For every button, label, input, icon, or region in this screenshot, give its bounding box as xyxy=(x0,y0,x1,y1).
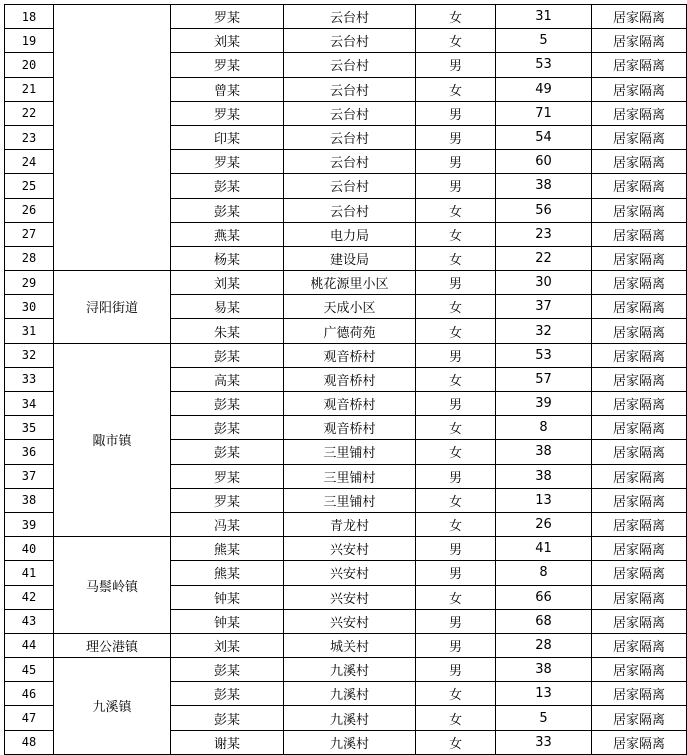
age: 31 xyxy=(496,5,592,29)
row-number: 24 xyxy=(5,150,54,174)
gender: 女 xyxy=(416,77,496,101)
gender: 女 xyxy=(416,246,496,270)
isolation-status: 居家隔离 xyxy=(592,77,687,101)
person-name: 彭某 xyxy=(171,392,284,416)
person-name: 彭某 xyxy=(171,198,284,222)
region-cell: 浔阳街道 xyxy=(54,271,171,344)
row-number: 42 xyxy=(5,585,54,609)
gender: 男 xyxy=(416,392,496,416)
age: 39 xyxy=(496,392,592,416)
person-name: 曾某 xyxy=(171,77,284,101)
gender: 女 xyxy=(416,440,496,464)
residence: 观音桥村 xyxy=(284,416,416,440)
person-name: 印某 xyxy=(171,125,284,149)
age: 54 xyxy=(496,125,592,149)
person-name: 罗某 xyxy=(171,53,284,77)
residence: 青龙村 xyxy=(284,512,416,536)
gender: 男 xyxy=(416,101,496,125)
row-number: 45 xyxy=(5,658,54,682)
residence: 云台村 xyxy=(284,198,416,222)
gender: 女 xyxy=(416,222,496,246)
row-number: 30 xyxy=(5,295,54,319)
row-number: 35 xyxy=(5,416,54,440)
age: 13 xyxy=(496,682,592,706)
isolation-status: 居家隔离 xyxy=(592,682,687,706)
row-number: 33 xyxy=(5,367,54,391)
row-number: 37 xyxy=(5,464,54,488)
gender: 男 xyxy=(416,150,496,174)
residence: 云台村 xyxy=(284,29,416,53)
isolation-status: 居家隔离 xyxy=(592,609,687,633)
row-number: 48 xyxy=(5,730,54,754)
isolation-status: 居家隔离 xyxy=(592,440,687,464)
isolation-status: 居家隔离 xyxy=(592,271,687,295)
gender: 女 xyxy=(416,416,496,440)
residence: 三里铺村 xyxy=(284,488,416,512)
row-number: 19 xyxy=(5,29,54,53)
row-number: 46 xyxy=(5,682,54,706)
gender: 女 xyxy=(416,5,496,29)
residence: 九溪村 xyxy=(284,730,416,754)
isolation-status: 居家隔离 xyxy=(592,706,687,730)
roster-body xyxy=(5,5,687,755)
age: 53 xyxy=(496,343,592,367)
residence: 观音桥村 xyxy=(284,392,416,416)
row-number: 43 xyxy=(5,609,54,633)
gender: 男 xyxy=(416,633,496,657)
isolation-status: 居家隔离 xyxy=(592,101,687,125)
gender: 男 xyxy=(416,125,496,149)
person-name: 熊某 xyxy=(171,537,284,561)
person-name: 彭某 xyxy=(171,416,284,440)
isolation-status: 居家隔离 xyxy=(592,633,687,657)
isolation-status: 居家隔离 xyxy=(592,174,687,198)
residence: 天成小区 xyxy=(284,295,416,319)
row-number: 39 xyxy=(5,512,54,536)
age: 49 xyxy=(496,77,592,101)
age: 23 xyxy=(496,222,592,246)
row-number: 25 xyxy=(5,174,54,198)
table-row xyxy=(5,658,687,682)
isolation-status: 居家隔离 xyxy=(592,29,687,53)
gender: 女 xyxy=(416,29,496,53)
region-cell: 陬市镇 xyxy=(54,343,171,537)
age: 30 xyxy=(496,271,592,295)
gender: 男 xyxy=(416,174,496,198)
age: 5 xyxy=(496,29,592,53)
person-name: 彭某 xyxy=(171,706,284,730)
residence: 九溪村 xyxy=(284,706,416,730)
isolation-status: 居家隔离 xyxy=(592,392,687,416)
residence: 云台村 xyxy=(284,101,416,125)
person-name: 彭某 xyxy=(171,658,284,682)
residence: 兴安村 xyxy=(284,561,416,585)
isolation-status: 居家隔离 xyxy=(592,198,687,222)
residence: 云台村 xyxy=(284,77,416,101)
row-number: 27 xyxy=(5,222,54,246)
gender: 女 xyxy=(416,585,496,609)
isolation-status: 居家隔离 xyxy=(592,53,687,77)
gender: 男 xyxy=(416,537,496,561)
age: 57 xyxy=(496,367,592,391)
age: 41 xyxy=(496,537,592,561)
person-name: 刘某 xyxy=(171,633,284,657)
person-name: 冯某 xyxy=(171,512,284,536)
isolation-status: 居家隔离 xyxy=(592,343,687,367)
age: 32 xyxy=(496,319,592,343)
residence: 三里铺村 xyxy=(284,464,416,488)
age: 38 xyxy=(496,464,592,488)
isolation-status: 居家隔离 xyxy=(592,464,687,488)
age: 68 xyxy=(496,609,592,633)
table-row xyxy=(5,633,687,657)
age: 60 xyxy=(496,150,592,174)
gender: 女 xyxy=(416,198,496,222)
row-number: 28 xyxy=(5,246,54,270)
row-number: 40 xyxy=(5,537,54,561)
person-name: 高某 xyxy=(171,367,284,391)
person-name: 刘某 xyxy=(171,29,284,53)
person-name: 彭某 xyxy=(171,440,284,464)
row-number: 34 xyxy=(5,392,54,416)
person-name: 罗某 xyxy=(171,150,284,174)
row-number: 38 xyxy=(5,488,54,512)
person-name: 燕某 xyxy=(171,222,284,246)
person-name: 易某 xyxy=(171,295,284,319)
person-name: 钟某 xyxy=(171,609,284,633)
isolation-status: 居家隔离 xyxy=(592,5,687,29)
gender: 女 xyxy=(416,295,496,319)
row-number: 23 xyxy=(5,125,54,149)
gender: 男 xyxy=(416,658,496,682)
isolation-status: 居家隔离 xyxy=(592,416,687,440)
isolation-status: 居家隔离 xyxy=(592,730,687,754)
residence: 观音桥村 xyxy=(284,343,416,367)
row-number: 26 xyxy=(5,198,54,222)
person-name: 朱某 xyxy=(171,319,284,343)
age: 38 xyxy=(496,658,592,682)
age: 38 xyxy=(496,440,592,464)
row-number: 20 xyxy=(5,53,54,77)
residence: 云台村 xyxy=(284,150,416,174)
isolation-status: 居家隔离 xyxy=(592,367,687,391)
age: 33 xyxy=(496,730,592,754)
gender: 男 xyxy=(416,609,496,633)
person-name: 彭某 xyxy=(171,343,284,367)
quarantine-roster-table xyxy=(4,4,687,755)
residence: 城关村 xyxy=(284,633,416,657)
residence: 九溪村 xyxy=(284,658,416,682)
isolation-status: 居家隔离 xyxy=(592,319,687,343)
isolation-status: 居家隔离 xyxy=(592,246,687,270)
residence: 云台村 xyxy=(284,125,416,149)
gender: 女 xyxy=(416,367,496,391)
age: 5 xyxy=(496,706,592,730)
isolation-status: 居家隔离 xyxy=(592,585,687,609)
residence: 兴安村 xyxy=(284,609,416,633)
person-name: 罗某 xyxy=(171,101,284,125)
gender: 女 xyxy=(416,730,496,754)
gender: 女 xyxy=(416,512,496,536)
table-row xyxy=(5,537,687,561)
table-row xyxy=(5,343,687,367)
residence: 云台村 xyxy=(284,5,416,29)
table-row xyxy=(5,271,687,295)
gender: 男 xyxy=(416,53,496,77)
person-name: 罗某 xyxy=(171,464,284,488)
row-number: 18 xyxy=(5,5,54,29)
gender: 女 xyxy=(416,319,496,343)
isolation-status: 居家隔离 xyxy=(592,488,687,512)
gender: 女 xyxy=(416,488,496,512)
age: 22 xyxy=(496,246,592,270)
region-cell: 九溪镇 xyxy=(54,658,171,755)
gender: 男 xyxy=(416,343,496,367)
region-cell: 马鬃岭镇 xyxy=(54,537,171,634)
gender: 女 xyxy=(416,682,496,706)
person-name: 刘某 xyxy=(171,271,284,295)
isolation-status: 居家隔离 xyxy=(592,658,687,682)
region-cell: 理公港镇 xyxy=(54,633,171,657)
residence: 观音桥村 xyxy=(284,367,416,391)
residence: 九溪村 xyxy=(284,682,416,706)
isolation-status: 居家隔离 xyxy=(592,150,687,174)
age: 37 xyxy=(496,295,592,319)
gender: 男 xyxy=(416,561,496,585)
age: 13 xyxy=(496,488,592,512)
residence: 云台村 xyxy=(284,174,416,198)
row-number: 36 xyxy=(5,440,54,464)
residence: 兴安村 xyxy=(284,537,416,561)
person-name: 谢某 xyxy=(171,730,284,754)
age: 8 xyxy=(496,416,592,440)
isolation-status: 居家隔离 xyxy=(592,295,687,319)
age: 26 xyxy=(496,512,592,536)
row-number: 41 xyxy=(5,561,54,585)
residence: 桃花源里小区 xyxy=(284,271,416,295)
residence: 广德荷苑 xyxy=(284,319,416,343)
isolation-status: 居家隔离 xyxy=(592,125,687,149)
age: 53 xyxy=(496,53,592,77)
age: 66 xyxy=(496,585,592,609)
person-name: 罗某 xyxy=(171,5,284,29)
isolation-status: 居家隔离 xyxy=(592,512,687,536)
person-name: 钟某 xyxy=(171,585,284,609)
isolation-status: 居家隔离 xyxy=(592,561,687,585)
isolation-status: 居家隔离 xyxy=(592,537,687,561)
gender: 男 xyxy=(416,271,496,295)
row-number: 22 xyxy=(5,101,54,125)
residence: 建设局 xyxy=(284,246,416,270)
row-number: 31 xyxy=(5,319,54,343)
row-number: 47 xyxy=(5,706,54,730)
row-number: 44 xyxy=(5,633,54,657)
residence: 三里铺村 xyxy=(284,440,416,464)
age: 56 xyxy=(496,198,592,222)
age: 71 xyxy=(496,101,592,125)
gender: 女 xyxy=(416,706,496,730)
row-number: 21 xyxy=(5,77,54,101)
person-name: 罗某 xyxy=(171,488,284,512)
isolation-status: 居家隔离 xyxy=(592,222,687,246)
row-number: 29 xyxy=(5,271,54,295)
row-number: 32 xyxy=(5,343,54,367)
residence: 云台村 xyxy=(284,53,416,77)
person-name: 杨某 xyxy=(171,246,284,270)
table-row xyxy=(5,5,687,29)
person-name: 熊某 xyxy=(171,561,284,585)
person-name: 彭某 xyxy=(171,682,284,706)
region-cell xyxy=(54,5,171,271)
age: 28 xyxy=(496,633,592,657)
person-name: 彭某 xyxy=(171,174,284,198)
residence: 电力局 xyxy=(284,222,416,246)
age: 8 xyxy=(496,561,592,585)
age: 38 xyxy=(496,174,592,198)
residence: 兴安村 xyxy=(284,585,416,609)
gender: 男 xyxy=(416,464,496,488)
